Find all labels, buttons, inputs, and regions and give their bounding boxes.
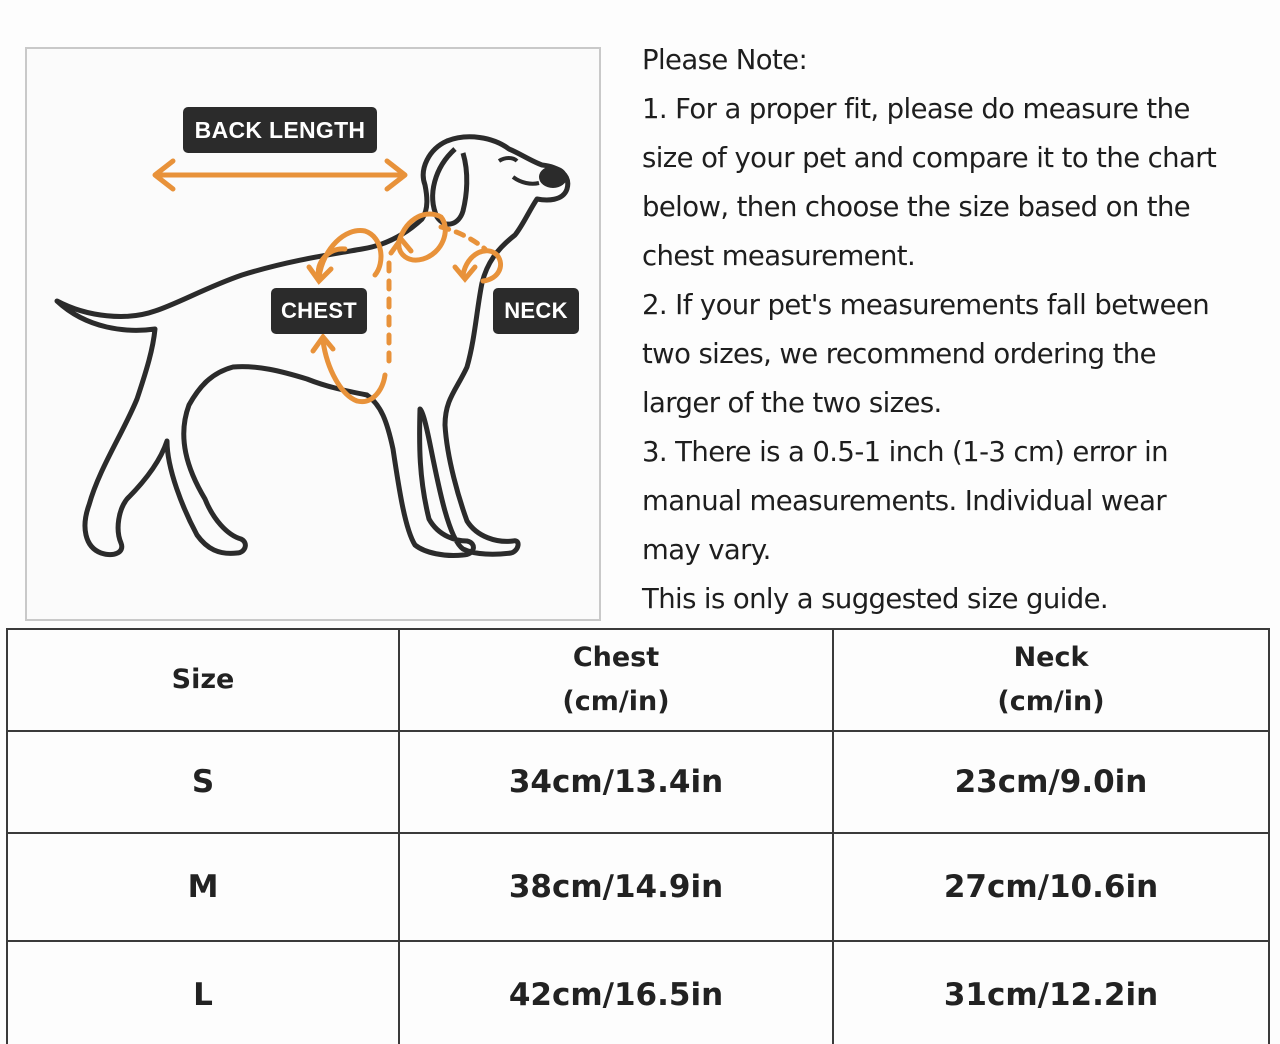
note-line: 3. There is a 0.5-1 inch (1-3 cm) error in	[642, 436, 1168, 468]
dog-eye	[499, 158, 517, 161]
size-cell: S	[7, 731, 399, 833]
notes-heading: Please Note:	[642, 44, 808, 76]
dog-nose	[539, 166, 567, 188]
neck-cell: 27cm/10.6in	[833, 833, 1269, 941]
back-length-label: BACK LENGTH	[183, 107, 377, 153]
note-line: 1. For a proper fit, please do measure the	[642, 93, 1190, 125]
chest-column-header: Chest (cm/in)	[399, 629, 833, 731]
neck-column-header: Neck (cm/in)	[833, 629, 1269, 731]
note-line: may vary.	[642, 534, 771, 566]
neck-cell: 23cm/9.0in	[833, 731, 1269, 833]
table-row	[7, 941, 1269, 1044]
size-chart-table	[6, 628, 1270, 1044]
table-row	[7, 731, 1269, 833]
note-line: 2. If your pet's measurements fall between	[642, 289, 1210, 321]
chest-label: CHEST	[271, 288, 367, 334]
size-cell: M	[7, 833, 399, 941]
note-line: below, then choose the size based on the	[642, 191, 1191, 223]
measurement-diagram	[25, 47, 601, 621]
note-line: chest measurement.	[642, 240, 916, 272]
back-length-arrow	[155, 161, 405, 189]
neck-cell: 31cm/12.2in	[833, 941, 1269, 1044]
note-line: manual measurements. Individual wear	[642, 485, 1167, 517]
chest-cell: 42cm/16.5in	[399, 941, 833, 1044]
chest-cell: 38cm/14.9in	[399, 833, 833, 941]
size-column-header: Size	[7, 629, 399, 731]
fit-notes	[642, 36, 1274, 624]
chest-cell: 34cm/13.4in	[399, 731, 833, 833]
table-row	[7, 833, 1269, 941]
dog-body-outline	[57, 137, 568, 556]
size-cell: L	[7, 941, 399, 1044]
note-line: two sizes, we recommend ordering the	[642, 338, 1156, 370]
neck-label: NECK	[493, 288, 579, 334]
note-line: size of your pet and compare it to the chart	[642, 142, 1217, 174]
note-line: larger of the two sizes.	[642, 387, 942, 419]
note-line: This is only a suggested size guide.	[642, 583, 1109, 615]
table-header-row	[7, 629, 1269, 731]
